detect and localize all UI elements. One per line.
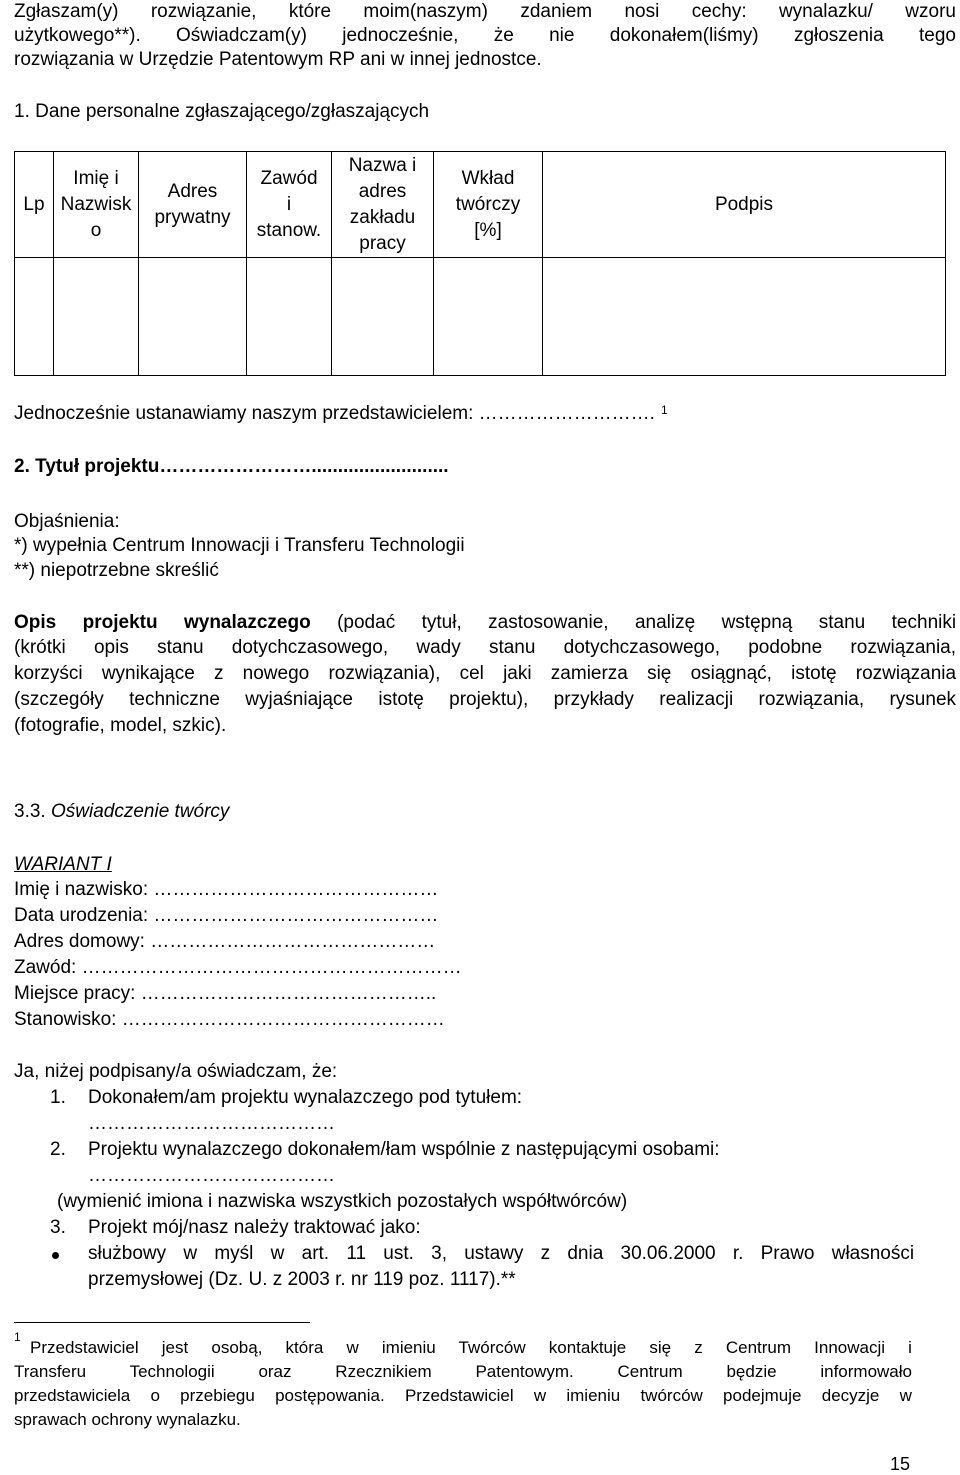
word: w [899,1386,912,1405]
field-name[interactable]: Imię i nazwisko: ……………………………………… [14,879,439,900]
word: i [908,1338,912,1357]
cell-workplace[interactable] [332,258,434,376]
word: r. [732,1243,744,1264]
word: nowego [242,663,310,684]
item-2-fill[interactable]: ………………………………… [88,1165,335,1186]
word: osobą, [211,1338,263,1357]
word: oraz [258,1362,292,1381]
personal-data-table [14,151,946,376]
word: wstępną [721,612,793,633]
word: myśl [214,1243,254,1264]
opis-line-3 [14,662,956,686]
word: Innowacji [814,1338,886,1357]
word: w [270,1243,285,1264]
word: techniczne [129,689,220,710]
word: podejmuje [723,1386,802,1405]
section-33-number: 3.3. [14,801,46,822]
word: będzie [726,1362,777,1381]
variant-title: WARIANT I [14,854,112,875]
word: decyzje [821,1386,880,1405]
footnote-divider [14,1322,310,1323]
item-2-note: (wymienić imiona i nazwiska wszystkich pozostałych współtwórców) [57,1191,628,1212]
explanations-heading: Objaśnienia: [14,511,120,532]
header-contribution [434,152,543,258]
item-3-number: 3. [50,1217,66,1238]
header-occupation [247,152,332,258]
field-position[interactable]: Stanowisko: …………………………………………… [14,1009,445,1030]
word: Centrum [617,1362,683,1381]
word: ust. [383,1243,414,1264]
word: 30.06.2000 [620,1243,716,1264]
table-row [15,258,946,376]
word: Patentowym. [475,1362,574,1381]
intro-line-1 [14,0,956,24]
word: stanu [818,612,866,633]
word: że [493,25,514,46]
cell-occupation[interactable] [247,258,332,376]
word: ustawy [464,1243,524,1264]
word: istotę [378,689,424,710]
word: rysunek [889,689,957,710]
word: dotychczasowego, [563,637,720,658]
word: moim(naszym) [363,1,488,22]
word: przykłady [553,689,634,710]
explanation-item-2: **) niepotrzebne skreślić [14,560,219,581]
word: które [288,1,332,22]
word: dokonałem(liśmy) [609,25,759,46]
word: dnia [567,1243,604,1264]
word: która [285,1338,324,1357]
header-line: Podpis [714,193,774,215]
word: Centrum [725,1338,792,1357]
word: Technologii [129,1362,215,1381]
bullet-icon [52,1252,59,1259]
word: (krótki [14,637,66,658]
word: informowało [820,1362,912,1381]
word: w [346,1338,359,1357]
explanation-item-1: *) wypełnia Centrum Innowacji i Transferu Technologii [14,535,465,556]
header-address [139,152,247,258]
word: Zgłaszam(y) [14,1,119,22]
footnote-line-3 [14,1384,912,1408]
bullet-line-2: przemysłowej (Dz. U. z 2003 r. nr 119 poz. 1117).** [88,1269,516,1290]
header-line: Zawód [260,167,318,189]
word: stanu [157,637,204,658]
item-1-text: Dokonałem/am projektu wynalazczego pod tytułem: [88,1087,523,1108]
word: wady [416,637,461,658]
opis-line-1 [14,611,956,635]
word: korzyści [14,663,83,684]
field-birth-date[interactable]: Data urodzenia: ……………………………………… [14,905,439,926]
cell-name[interactable] [54,258,139,376]
word: tego [919,25,956,46]
cell-contribution[interactable] [434,258,543,376]
representative-line [14,402,668,426]
word: rozwiązania), [328,663,441,684]
intro-line-2 [14,24,956,48]
word: przebiegu [180,1386,255,1405]
word: nie [549,25,575,46]
word: rozwiązania [855,663,957,684]
word: rozwiązanie, [150,1,257,22]
word: rozwiązania, [850,637,957,658]
word: z [540,1243,551,1264]
word: Rzecznikiem [335,1362,432,1381]
table-header-row [15,152,946,258]
footnote-line-1 [30,1336,912,1360]
opis-line-2 [14,636,956,660]
word: art. [301,1243,330,1264]
item-1-number: 1. [50,1087,66,1108]
footnote-line-4: sprawach ochrony wynalazku. [14,1410,241,1429]
header-line: prywatny [154,206,231,228]
word: służbowy [88,1243,167,1264]
word: cechy: [691,1,747,22]
header-line: i [286,193,292,215]
section-33-heading [14,800,229,824]
header-line: Nazwa i [348,154,417,176]
intro-line-3: rozwiązania w Urzędzie Patentowym RP ani w innej jednostce. [14,49,542,70]
word: rozwiązania, [758,689,865,710]
field-home-address[interactable]: Adres domowy: ……………………………………… [14,931,436,952]
opis-line-4 [14,688,956,712]
section-2-title: 2. Tytuł projektu…………………….......................... [14,456,449,477]
word: postępowania. [275,1386,385,1405]
footnote-line-2 [14,1360,912,1384]
word: (podać [337,612,396,633]
header-line: Lp [23,193,45,215]
word: zgłoszenia [793,25,884,46]
header-lp [15,152,54,258]
word: o [150,1386,160,1405]
item-1-fill[interactable]: ………………………………… [88,1113,335,1134]
word: 3, [431,1243,447,1264]
word: osiągnąć, [690,663,772,684]
word: cel [459,663,484,684]
word: analizę [634,612,696,633]
header-line: Nazwisk [60,193,132,215]
item-2-number: 2. [50,1139,66,1160]
section-33-title: Oświadczenie twórcy [50,801,230,822]
word: projektu), [449,689,529,710]
header-line: adres [358,180,407,202]
word: Transferu [14,1362,87,1381]
word: wzoru [905,1,956,22]
header-name [54,152,139,258]
word: się [649,1338,672,1357]
word: kontaktuje [548,1338,627,1357]
header-line: Wkład [461,167,515,189]
word: imieniu [381,1338,436,1357]
word: Przedstawiciel [404,1386,514,1405]
word: podobne [748,637,823,658]
opis-line-1-rest [337,612,956,633]
word: własności [831,1243,915,1264]
word: Oświadczam(y) [176,25,307,46]
cell-lp[interactable] [15,258,54,376]
page-number: 15 [890,1454,911,1474]
item-2-text: Projektu wynalazczego dokonałem/łam wspólnie z następującymi osobami: [88,1139,720,1160]
word: jaki [503,663,532,684]
word: Przedstawiciel [30,1338,139,1357]
header-line: pracy [359,232,406,254]
word: zdaniem [520,1,593,22]
word: nosi [624,1,660,22]
word: jest [161,1338,189,1357]
word: Twórców [458,1338,526,1357]
item-3-text: Projekt mój/nasz należy traktować jako: [88,1217,421,1238]
word: z [694,1338,703,1357]
word: opis [93,637,129,658]
word: się [647,663,672,684]
word: zastosowanie, [488,612,609,633]
header-line: twórczy [455,193,521,215]
word: wyjaśniające [245,689,354,710]
word: przedstawiciela [14,1386,131,1405]
word: Prawo [760,1243,815,1264]
header-line: Imię i [73,167,119,189]
word: realizacji [659,689,734,710]
footnote-ref: 1 [660,403,668,417]
word: 11 [346,1243,367,1264]
header-line: Adres [167,180,218,202]
header-line: o [90,219,102,241]
representative-text: Jednocześnie ustanawiamy naszym przedstawicielem: ………………………. [14,403,655,424]
word: dotychczasowego, [231,637,389,658]
header-workplace [332,152,434,258]
section-1-title: 1. Dane personalne zgłaszającego/zgłaszających [14,101,430,122]
word: zamierza [550,663,628,684]
field-workplace[interactable]: Miejsce pracy: ……………………………………….. [14,983,437,1004]
header-line: zakładu [349,206,416,228]
bullet-line-1 [88,1242,914,1266]
word: wynikające [101,663,195,684]
word: techniki [891,612,957,633]
word: imieniu [566,1386,621,1405]
word: użytkowego**). [14,25,141,46]
declaration-intro: Ja, niżej podpisany/a oświadczam, że: [14,1061,338,1082]
header-signature [543,152,946,258]
cell-address[interactable] [139,258,247,376]
word: w [533,1386,547,1405]
word: (szczegóły [14,689,104,710]
word: jednocześnie, [342,25,459,46]
opis-line-5: (fotografie, model, szkic). [14,715,227,736]
word: wynalazku/ [778,1,873,22]
word: twórców [640,1386,703,1405]
word: stanu [488,637,536,658]
word: z [213,663,224,684]
footnote-number: 1 [14,1330,21,1344]
word: w [183,1243,198,1264]
field-occupation[interactable]: Zawód: …………………………………………………… [14,957,462,978]
cell-signature[interactable] [543,258,946,376]
word: istotę [791,663,837,684]
header-line: [%] [474,219,502,241]
opis-bold-lead: Opis projektu wynalazczego [14,612,311,633]
word: tytuł, [421,612,462,633]
header-line: stanow. [256,219,322,241]
